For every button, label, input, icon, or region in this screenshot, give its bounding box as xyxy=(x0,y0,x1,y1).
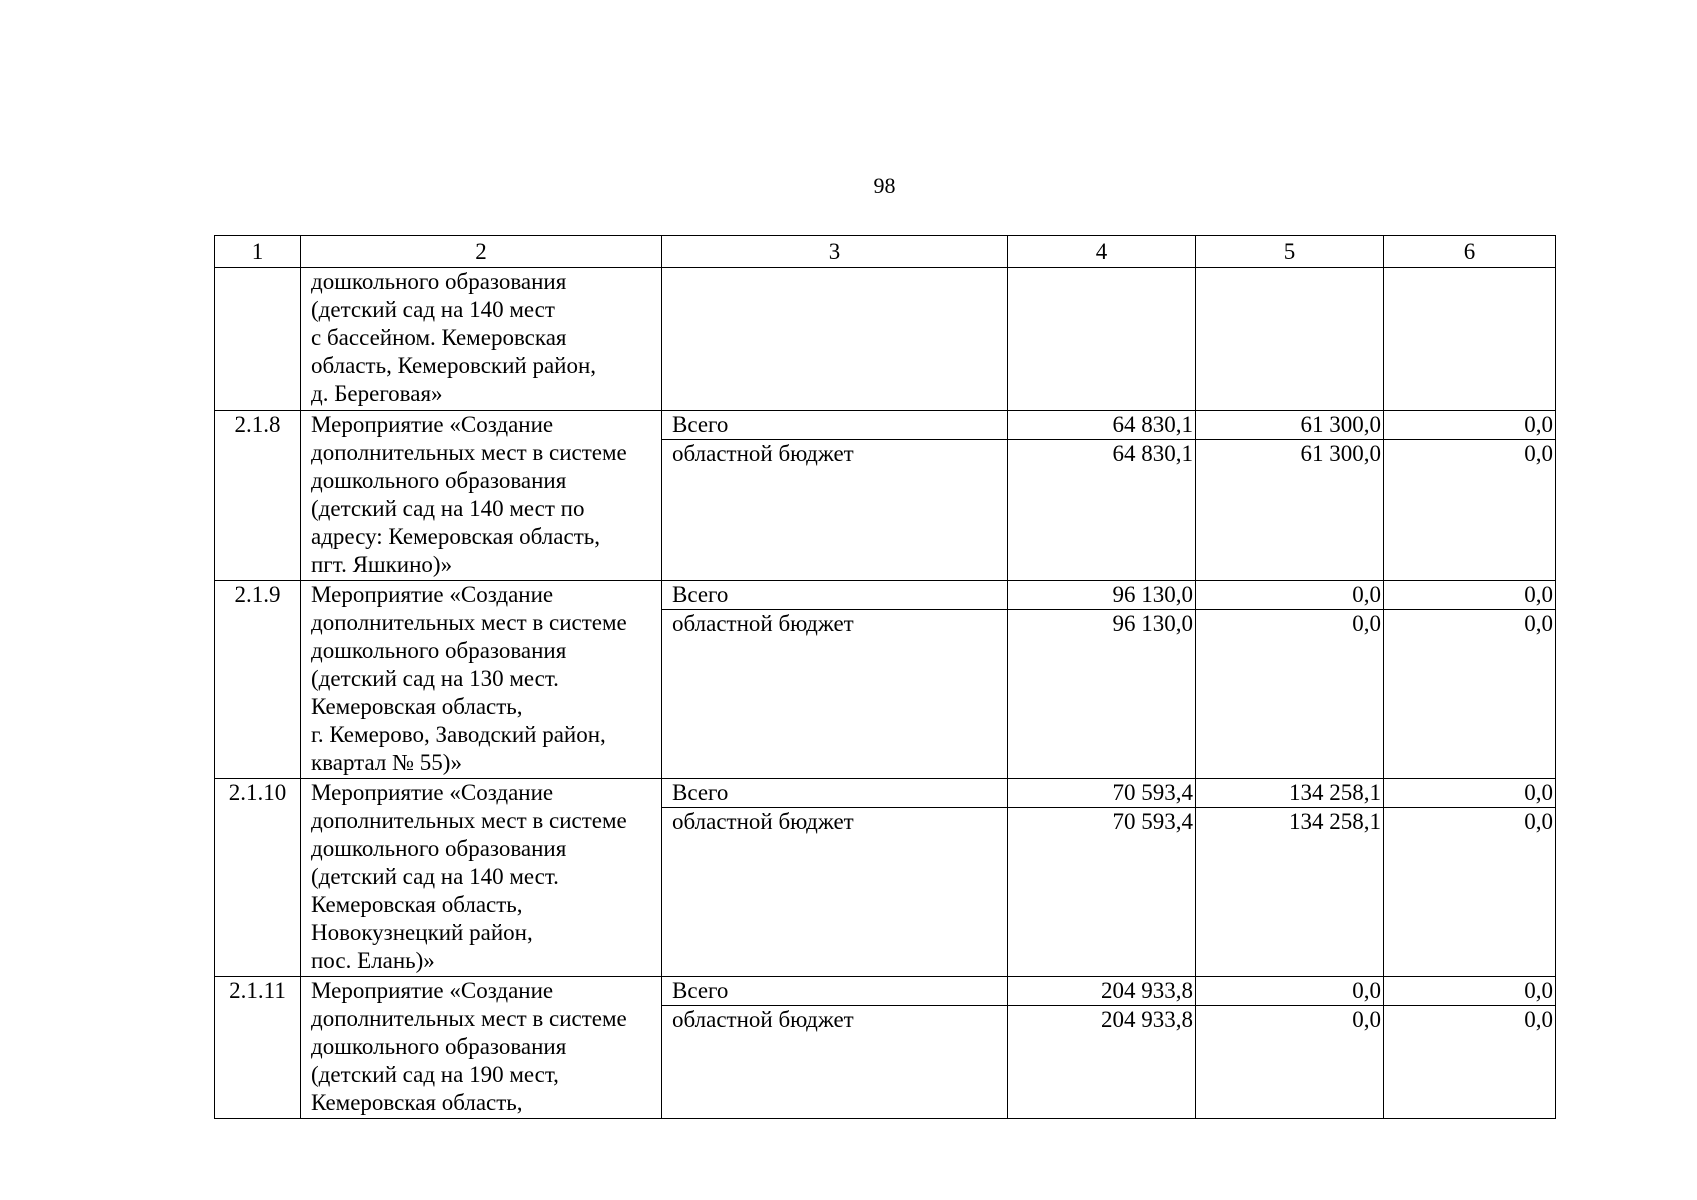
value-col-6: 0,0 xyxy=(1384,610,1556,779)
row-description: Мероприятие «Создание дополнительных мест в системе дошкольного образования (детский сад на 140 мест. Кемеровская область, Новокузнецкий район, пос. Елань)» xyxy=(301,779,662,977)
continuation-source xyxy=(662,268,1008,411)
value-col-4: 204 933,8 xyxy=(1008,1006,1196,1119)
value-col-5: 134 258,1 xyxy=(1196,779,1384,808)
value-col-4: 64 830,1 xyxy=(1008,411,1196,440)
row-code: 2.1.11 xyxy=(215,977,301,1119)
value-col-5: 0,0 xyxy=(1196,610,1384,779)
funding-source: Всего xyxy=(662,977,1008,1006)
header-col-3: 3 xyxy=(662,236,1008,268)
continuation-v4 xyxy=(1008,268,1196,411)
value-col-5: 61 300,0 xyxy=(1196,440,1384,581)
header-col-4: 4 xyxy=(1008,236,1196,268)
budget-table xyxy=(214,235,1556,1119)
continuation-description: дошкольного образования (детский сад на 140 мест с бассейном. Кемеровская область, Кемеровский район, д. Береговая» xyxy=(301,268,662,411)
value-col-5: 0,0 xyxy=(1196,977,1384,1006)
value-col-6: 0,0 xyxy=(1384,808,1556,977)
value-col-6: 0,0 xyxy=(1384,779,1556,808)
funding-source: областной бюджет xyxy=(662,808,1008,977)
funding-source: Всего xyxy=(662,411,1008,440)
value-col-5: 0,0 xyxy=(1196,1006,1384,1119)
value-col-4: 96 130,0 xyxy=(1008,581,1196,610)
table-row xyxy=(215,581,1556,610)
page-number: 98 xyxy=(873,173,896,198)
continuation-v5 xyxy=(1196,268,1384,411)
value-col-6: 0,0 xyxy=(1384,977,1556,1006)
table-row xyxy=(215,977,1556,1006)
header-row xyxy=(215,236,1556,268)
row-code: 2.1.8 xyxy=(215,411,301,581)
header-col-5: 5 xyxy=(1196,236,1384,268)
funding-source: Всего xyxy=(662,581,1008,610)
value-col-6: 0,0 xyxy=(1384,1006,1556,1119)
header-col-1: 1 xyxy=(215,236,301,268)
value-col-4: 70 593,4 xyxy=(1008,808,1196,977)
funding-source: Всего xyxy=(662,779,1008,808)
continuation-v6 xyxy=(1384,268,1556,411)
continuation-code xyxy=(215,268,301,411)
row-code: 2.1.10 xyxy=(215,779,301,977)
value-col-4: 70 593,4 xyxy=(1008,779,1196,808)
continuation-row xyxy=(215,268,1556,411)
header-col-2: 2 xyxy=(301,236,662,268)
table-row xyxy=(215,411,1556,440)
value-col-4: 204 933,8 xyxy=(1008,977,1196,1006)
value-col-4: 64 830,1 xyxy=(1008,440,1196,581)
funding-source: областной бюджет xyxy=(662,610,1008,779)
row-description: Мероприятие «Создание дополнительных мест в системе дошкольного образования (детский сад на 130 мест. Кемеровская область, г. Кемерово, Заводский район, квартал № 55)» xyxy=(301,581,662,779)
funding-source: областной бюджет xyxy=(662,440,1008,581)
header-col-6: 6 xyxy=(1384,236,1556,268)
value-col-6: 0,0 xyxy=(1384,411,1556,440)
value-col-6: 0,0 xyxy=(1384,440,1556,581)
value-col-6: 0,0 xyxy=(1384,581,1556,610)
row-description: Мероприятие «Создание дополнительных мест в системе дошкольного образования (детский сад на 190 мест, Кемеровская область, xyxy=(301,977,662,1119)
value-col-5: 61 300,0 xyxy=(1196,411,1384,440)
funding-source: областной бюджет xyxy=(662,1006,1008,1119)
value-col-5: 0,0 xyxy=(1196,581,1384,610)
table-row xyxy=(215,779,1556,808)
value-col-4: 96 130,0 xyxy=(1008,610,1196,779)
row-code: 2.1.9 xyxy=(215,581,301,779)
row-description: Мероприятие «Создание дополнительных мест в системе дошкольного образования (детский сад на 140 мест по адресу: Кемеровская область, пгт. Яшкино)» xyxy=(301,411,662,581)
value-col-5: 134 258,1 xyxy=(1196,808,1384,977)
